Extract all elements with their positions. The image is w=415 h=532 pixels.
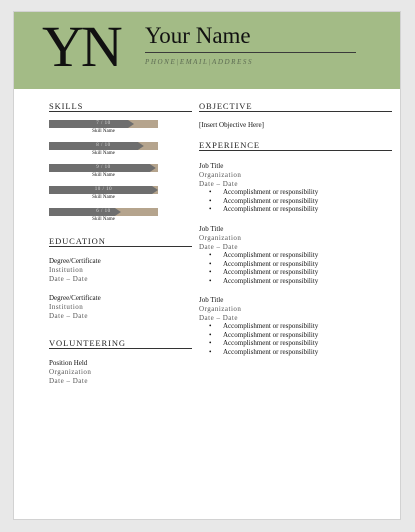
education-institution[interactable]: Institution (49, 303, 84, 311)
education-rule (49, 246, 192, 247)
job-dates[interactable]: Date – Date (199, 314, 238, 322)
resume-page (13, 11, 401, 520)
skill-bar (49, 186, 158, 194)
job-accomplishments (209, 322, 318, 357)
skill-bar (49, 120, 158, 128)
education-degree[interactable]: Degree/Certificate (49, 294, 101, 302)
experience-rule (199, 150, 392, 151)
skill-item[interactable] (49, 164, 158, 179)
job-organization[interactable]: Organization (199, 305, 242, 313)
skill-name: Skill Name (92, 129, 115, 134)
volunteering-rule (49, 348, 192, 349)
volunteer-organization[interactable]: Organization (49, 368, 92, 376)
skill-bar (49, 142, 158, 150)
skill-name: Skill Name (92, 151, 115, 156)
job-organization[interactable]: Organization (199, 234, 242, 242)
objective-rule (199, 111, 392, 112)
skill-level-label: 8 / 10 (96, 143, 111, 148)
objective-heading: OBJECTIVE (199, 101, 253, 111)
accomplishment-item[interactable]: • Accomplishment or responsibility (209, 277, 318, 286)
accomplishment-item[interactable]: • Accomplishment or responsibility (209, 251, 318, 260)
skills-heading: SKILLS (49, 101, 84, 111)
job-accomplishments (209, 251, 318, 286)
job-title[interactable]: Job Title (199, 162, 224, 170)
accomplishment-item[interactable]: • Accomplishment or responsibility (209, 339, 318, 348)
skill-item[interactable] (49, 142, 158, 157)
job-dates[interactable]: Date – Date (199, 180, 238, 188)
skill-bar (49, 164, 158, 172)
accomplishment-item[interactable]: • Accomplishment or responsibility (209, 205, 318, 214)
skill-item[interactable] (49, 186, 158, 201)
job-dates[interactable]: Date – Date (199, 243, 238, 251)
accomplishment-item[interactable]: • Accomplishment or responsibility (209, 260, 318, 269)
skill-item[interactable] (49, 120, 158, 135)
skill-name: Skill Name (92, 195, 115, 200)
education-dates[interactable]: Date – Date (49, 275, 88, 283)
job-organization[interactable]: Organization (199, 171, 242, 179)
name-divider (145, 52, 356, 53)
volunteering-heading: VOLUNTEERING (49, 338, 126, 348)
skills-rule (49, 111, 192, 112)
skill-name: Skill Name (92, 173, 115, 178)
skill-level-label: 7 / 10 (96, 121, 111, 126)
skill-level-label: 10 / 10 (94, 187, 113, 192)
job-accomplishments (209, 188, 318, 214)
education-degree[interactable]: Degree/Certificate (49, 257, 101, 265)
monogram: YN (42, 14, 120, 79)
education-dates[interactable]: Date – Date (49, 312, 88, 320)
accomplishment-item[interactable]: • Accomplishment or responsibility (209, 322, 318, 331)
objective-text[interactable]: [Insert Objective Here] (199, 121, 264, 129)
skill-bar (49, 208, 158, 216)
skill-level-label: 9 / 10 (96, 165, 111, 170)
education-heading: EDUCATION (49, 236, 106, 246)
job-title[interactable]: Job Title (199, 296, 224, 304)
accomplishment-item[interactable]: • Accomplishment or responsibility (209, 268, 318, 277)
accomplishment-item[interactable]: • Accomplishment or responsibility (209, 197, 318, 206)
education-institution[interactable]: Institution (49, 266, 84, 274)
skill-item[interactable] (49, 208, 158, 223)
skill-level-label: 6 / 10 (96, 209, 111, 214)
full-name[interactable]: Your Name (145, 23, 251, 48)
experience-heading: EXPERIENCE (199, 140, 260, 150)
header-banner (14, 12, 400, 89)
accomplishment-item[interactable]: • Accomplishment or responsibility (209, 348, 318, 357)
accomplishment-item[interactable]: • Accomplishment or responsibility (209, 188, 318, 197)
skill-name: Skill Name (92, 217, 115, 222)
contact-line[interactable]: PHONE|EMAIL|ADDRESS (145, 58, 254, 66)
accomplishment-item[interactable]: • Accomplishment or responsibility (209, 331, 318, 340)
volunteer-position[interactable]: Position Held (49, 359, 88, 367)
volunteer-dates[interactable]: Date – Date (49, 377, 88, 385)
job-title[interactable]: Job Title (199, 225, 224, 233)
